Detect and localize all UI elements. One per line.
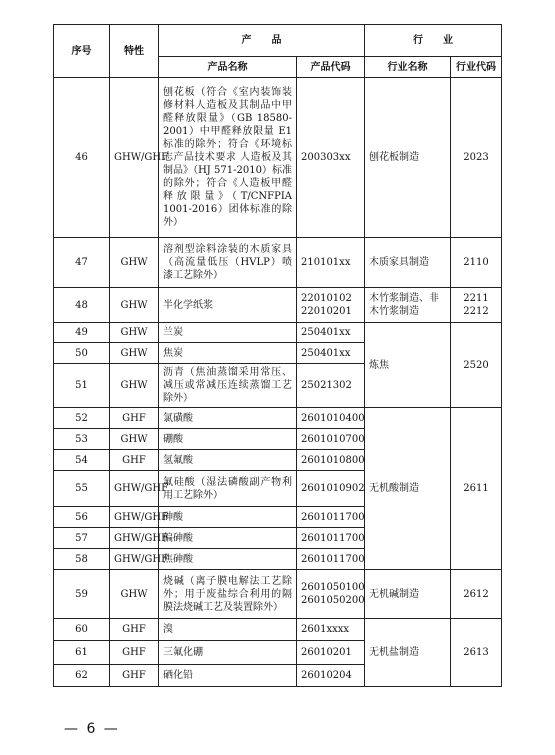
- header-industry: 行 业: [365, 25, 502, 57]
- row-product-code: 25021302: [297, 364, 365, 408]
- row-product-name: 焦炭: [159, 343, 297, 364]
- row-no: 60: [54, 619, 110, 641]
- row-product-name: 半化学纸浆: [159, 288, 297, 323]
- row-product-name: 氢氟酸: [159, 450, 297, 471]
- row-property: GHW: [110, 364, 159, 408]
- table-row: [54, 570, 502, 619]
- row-product-code: 250401xx: [297, 343, 365, 364]
- catalog-table-container: [53, 24, 501, 687]
- product-code-line: 22010201: [301, 306, 352, 317]
- row-no: 54: [54, 450, 110, 471]
- row-product-name: 偏砷酸: [159, 528, 297, 549]
- row-no: 61: [54, 641, 110, 665]
- header-industry-code: 行业代码: [451, 57, 502, 78]
- table-row: [54, 238, 502, 288]
- header-property: 特性: [110, 25, 159, 78]
- table-row: [54, 323, 502, 343]
- industry-code-line: 2211: [463, 293, 489, 304]
- row-product-name: 烧碱（离子膜电解法工艺除外；用于废盐综合利用的隔膜法烧碱工艺及装置除外）: [159, 570, 297, 619]
- table-row: [54, 619, 502, 641]
- row-property: GHW: [110, 343, 159, 364]
- row-no: 47: [54, 238, 110, 288]
- header-product: 产 品: [159, 25, 365, 57]
- row-product-name: 刨花板（符合《室内装饰装修材料人造板及其制品中甲醛释放限量》（GB 18580-2001）中甲醛释放限量 E1 标准的除外；符合《环境标志产品技术要求 人造板及其制品》（HJ 571-2010）标准的除外；符合《人造板甲醛释放限量》（T/CNFPIA 1001-2016）团体标准的除外）: [159, 78, 297, 238]
- row-product-code: 200303xx: [297, 78, 365, 238]
- row-product-code: 2601010800: [297, 450, 365, 471]
- row-industry-name: 炼焦: [365, 323, 451, 408]
- product-code-line: 2601050100: [301, 582, 365, 593]
- row-product-code: 2601011700: [297, 507, 365, 528]
- row-property: GHW/GHF: [110, 549, 159, 570]
- row-product-code: 26010201: [297, 641, 365, 665]
- row-property: GHW: [110, 288, 159, 323]
- row-industry-name: 无机盐制造: [365, 619, 451, 687]
- row-property: GHW: [110, 429, 159, 450]
- table-row: [54, 408, 502, 429]
- row-product-name: 溶剂型涂料涂装的木质家具（高流量低压（HVLP）喷漆工艺除外）: [159, 238, 297, 288]
- row-industry-code: [451, 288, 502, 323]
- row-property: GHW: [110, 323, 159, 343]
- row-property: GHW/GHF: [110, 507, 159, 528]
- row-product-code: 2601011700: [297, 528, 365, 549]
- header-row-1: [54, 25, 502, 57]
- row-no: 58: [54, 549, 110, 570]
- row-no: 53: [54, 429, 110, 450]
- row-industry-code: 2613: [451, 619, 502, 687]
- product-code-line: 2601050200: [301, 595, 365, 606]
- row-no: 62: [54, 665, 110, 687]
- row-product-name: 溴: [159, 619, 297, 641]
- row-no: 48: [54, 288, 110, 323]
- row-property: GHF: [110, 619, 159, 641]
- row-product-code: 250401xx: [297, 323, 365, 343]
- row-product-code: 2601011700: [297, 549, 365, 570]
- row-product-code: 2601xxxx: [297, 619, 365, 641]
- industry-code-line: 2212: [463, 306, 489, 317]
- row-product-name: 兰炭: [159, 323, 297, 343]
- row-industry-code: 2520: [451, 323, 502, 408]
- header-seq: 序号: [54, 25, 110, 78]
- row-no: 57: [54, 528, 110, 549]
- row-product-code: 2601010400: [297, 408, 365, 429]
- row-property: GHF: [110, 450, 159, 471]
- row-product-name: 硼酸: [159, 429, 297, 450]
- row-property: GHW: [110, 570, 159, 619]
- row-industry-name: 木竹浆制造、非木竹浆制造: [365, 288, 451, 323]
- header-industry-name: 行业名称: [365, 57, 451, 78]
- row-product-name: 砷酸: [159, 507, 297, 528]
- row-product-name: 三氟化硼: [159, 641, 297, 665]
- row-industry-code: 2110: [451, 238, 502, 288]
- row-property: GHF: [110, 665, 159, 687]
- row-industry-name: 木质家具制造: [365, 238, 451, 288]
- row-product-name: 氟硅酸（湿法磷酸副产物利用工艺除外）: [159, 471, 297, 507]
- table-row: [54, 78, 502, 238]
- row-product-code: 2601010700: [297, 429, 365, 450]
- row-industry-code: 2612: [451, 570, 502, 619]
- row-no: 46: [54, 78, 110, 238]
- product-code-line: 22010102: [301, 293, 352, 304]
- page-number: — 6 —: [64, 721, 120, 737]
- row-industry-code: 2023: [451, 78, 502, 238]
- catalog-table: [53, 24, 502, 687]
- row-property: GHF: [110, 641, 159, 665]
- row-no: 55: [54, 471, 110, 507]
- row-no: 52: [54, 408, 110, 429]
- row-no: 59: [54, 570, 110, 619]
- row-product-code: 2601010902: [297, 471, 365, 507]
- row-no: 56: [54, 507, 110, 528]
- row-no: 49: [54, 323, 110, 343]
- row-product-name: 氯磺酸: [159, 408, 297, 429]
- row-product-code: [297, 570, 365, 619]
- row-product-code: [297, 288, 365, 323]
- row-industry-name: 刨花板制造: [365, 78, 451, 238]
- row-property: GHW/GHF: [110, 78, 159, 238]
- row-product-name: 焦砷酸: [159, 549, 297, 570]
- row-no: 50: [54, 343, 110, 364]
- row-product-name: 沥青（焦油蒸馏采用常压、减压或常减压连续蒸馏工艺除外）: [159, 364, 297, 408]
- header-product-code: 产品代码: [297, 57, 365, 78]
- table-row: [54, 288, 502, 323]
- row-property: GHF: [110, 408, 159, 429]
- row-industry-name: 无机酸制造: [365, 408, 451, 570]
- row-product-code: 26010204: [297, 665, 365, 687]
- header-product-name: 产品名称: [159, 57, 297, 78]
- row-product-code: 210101xx: [297, 238, 365, 288]
- row-property: GHW/GHF: [110, 471, 159, 507]
- row-property: GHW: [110, 238, 159, 288]
- row-industry-name: 无机碱制造: [365, 570, 451, 619]
- row-no: 51: [54, 364, 110, 408]
- row-industry-code: 2611: [451, 408, 502, 570]
- row-property: GHW/GHF: [110, 528, 159, 549]
- row-product-name: 硒化铅: [159, 665, 297, 687]
